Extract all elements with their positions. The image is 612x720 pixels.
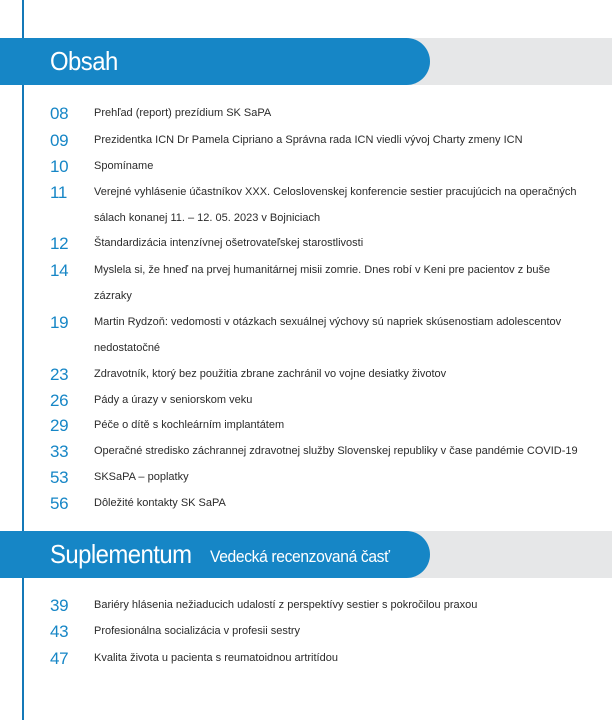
toc-page-number: 56 (50, 494, 69, 513)
toc-entry-title: Verejné vyhlásenie účastníkov XXX. Celoslovenskej konferencie sestier pracujúcich na operačných (94, 186, 577, 198)
toc-entry-title: Profesionálna socializácia v profesii sestry (94, 625, 301, 637)
toc-page-number: 23 (50, 365, 69, 384)
toc-entry-title-continued: zázraky (94, 290, 132, 302)
left-margin-rule (22, 0, 24, 720)
toc-entry-title: Prezidentka ICN Dr Pamela Cipriano a Správna rada ICN viedli vývoj Charty zmeny ICN (94, 134, 523, 146)
toc-page-number: 53 (50, 468, 69, 487)
toc-page-number: 08 (50, 104, 69, 123)
toc-page-number: 12 (50, 234, 69, 253)
toc-entry-title: SKSaPA – poplatky (94, 471, 189, 483)
toc-entry-title: Bariéry hlásenia nežiaducich udalostí z perspektívy sestier s pokročilou praxou (94, 599, 478, 611)
obsah-banner-tab (0, 38, 430, 85)
toc-entry-title: Prehľad (report) prezídium SK SaPA (94, 107, 272, 119)
toc-entry-title-continued: nedostatočné (94, 342, 161, 354)
toc-entry-title: Pády a úrazy v seniorskom veku (94, 394, 253, 406)
suplementum-banner-tab (0, 531, 430, 578)
toc-entry-title: Myslela si, že hneď na prvej humanitárnej misii zomrie. Dnes robí v Keni pre pacientov z buše (94, 264, 551, 276)
suplementum-subtitle: Vedecká recenzovaná časť (209, 546, 390, 566)
toc-entry-title-continued: sálach konanej 11. – 12. 05. 2023 v Bojniciach (94, 212, 321, 224)
toc-entry-title: Zdravotník, ktorý bez použitia zbrane zachránil vo vojne desiatky životov (94, 368, 447, 380)
toc-page-number: 29 (50, 416, 69, 435)
toc-page-number: 19 (50, 313, 69, 332)
toc-entry-title: Dôležité kontakty SK SaPA (94, 497, 226, 509)
toc-entry-title: Štandardizácia intenzívnej ošetrovateľskej starostlivosti (94, 237, 364, 249)
toc-page-number: 33 (50, 442, 69, 461)
toc-page-number: 11 (50, 183, 68, 202)
toc-entry-title: Operačné stredisko záchrannej zdravotnej služby Slovenskej republiky v čase pandémie COVID-19 (94, 445, 578, 457)
toc-page-number: 10 (50, 157, 69, 176)
toc-page-number: 14 (50, 261, 69, 280)
toc-entry-title: Kvalita života u pacienta s reumatoidnou artritídou (94, 652, 338, 664)
suplementum-banner (0, 531, 612, 578)
toc-page-number: 26 (50, 391, 69, 410)
toc-entry-title: Péče o dítě s kochleárním implantátem (94, 419, 285, 431)
obsah-banner (0, 38, 612, 85)
toc-page-number: 43 (50, 622, 69, 641)
toc-entry-title: Spomíname (94, 160, 154, 172)
obsah-title: Obsah (50, 46, 118, 76)
toc-page-number: 09 (50, 131, 69, 150)
toc-page-number: 39 (50, 596, 69, 615)
toc-page-number: 47 (50, 649, 69, 668)
toc-entry-title: Martin Rydzoň: vedomosti v otázkach sexuálnej výchovy sú napriek skúsenostiam adolescentov (94, 316, 562, 328)
suplementum-title: Suplementum (50, 539, 192, 569)
